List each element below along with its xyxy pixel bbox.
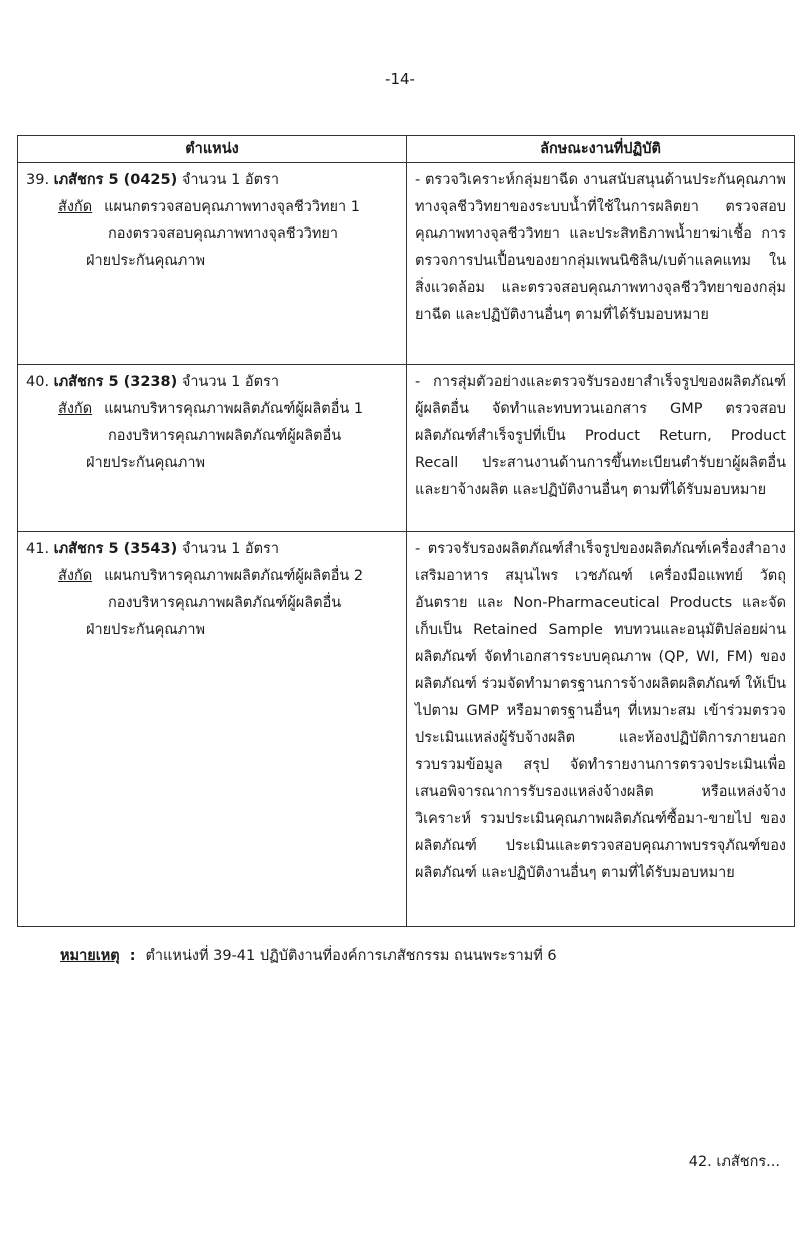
affiliation-section: ฝ่ายประกันคุณภาพ	[86, 253, 206, 269]
position-title: เภสัชกร 5 (3238)	[53, 374, 178, 390]
affiliation-division: แผนกบริหารคุณภาพผลิตภัณฑ์ผู้ผลิตอื่น 1	[104, 401, 364, 417]
affiliation-line	[26, 396, 398, 423]
position-title-line	[26, 536, 398, 563]
position-cell	[18, 163, 407, 365]
position-title-line	[26, 369, 398, 396]
position-title: เภสัชกร 5 (3543)	[53, 541, 178, 557]
affiliation-label: สังกัด	[58, 401, 93, 417]
header-position: ตำแหน่ง	[18, 136, 407, 163]
affiliation-division: แผนกตรวจสอบคุณภาพทางจุลชีววิทยา 1	[104, 199, 361, 215]
table-row	[18, 532, 795, 927]
duties-cell: - ตรวจรับรองผลิตภัณฑ์สำเร็จรูปของผลิตภัณฑ์เครื่องสำอาง เสริมอาหาร สมุนไพร เวชภัณฑ์ เครื่องมือแพทย์ วัตถุอันตราย และ Non-Pharmaceutical Products และจัดเก็บเป็น Retained Sample ทบทวนและอนุมัติปล่อยผ่านผลิตภัณฑ์ จัดทำเอกสารระบบคุณภาพ (QP, WI, FM) ของผลิตภัณฑ์ ร่วมจัดทำมาตรฐานการจ้างผลิตผลิตภัณฑ์ ให้เป็นไปตาม GMP หรือมาตรฐานอื่นๆ ที่เหมาะสม เข้าร่วมตรวจประเมินแหล่งผู้รับจ้างผลิต และห้องปฏิบัติการภายนอก รวบรวมข้อมูล สรุป จัดทำรายงานการตรวจประเมินเพื่อเสนอพิจารณาการรับรองแหล่งจ้างผลิต หรือแหล่งจ้างวิเคราะห์ รวมประเมินคุณภาพผลิตภัณฑ์ซื้อมา-ขายไป ของผลิตภัณฑ์ ประเมินและตรวจสอบคุณภาพบรรจุภัณฑ์ของผลิตภัณฑ์ และปฏิบัติงานอื่นๆ ตามที่ได้รับมอบหมาย	[407, 532, 795, 927]
position-cell	[18, 532, 407, 927]
position-quota: จำนวน 1 อัตรา	[181, 172, 279, 188]
remark-note	[60, 944, 557, 967]
position-title-line	[26, 167, 398, 194]
table-row	[18, 163, 795, 365]
affiliation-line	[26, 563, 398, 590]
affiliation-section: ฝ่ายประกันคุณภาพ	[86, 622, 206, 638]
position-number: 39.	[26, 172, 50, 188]
affiliation-division: แผนกบริหารคุณภาพผลิตภัณฑ์ผู้ผลิตอื่น 2	[104, 568, 364, 584]
affiliation-line	[26, 194, 398, 221]
duties-cell: - ตรวจวิเคราะห์กลุ่มยาฉีด งานสนับสนุนด้านประกันคุณภาพทางจุลชีววิทยาของระบบน้ำที่ใช้ในการผลิตยา ตรวจสอบคุณภาพทางจุลชีววิทยา และประสิทธิภาพน้ำยาฆ่าเชื้อ การตรวจการปนเปื้อนของยากลุ่มเพนนิซิลิน/เบต้าแลคแทม ในสิ่งแวดล้อม และตรวจสอบคุณภาพทางจุลชีววิทยาของกลุ่มยาฉีด และปฏิบัติงานอื่นๆ ตามที่ได้รับมอบหมาย	[407, 163, 795, 365]
affiliation-department: กองบริหารคุณภาพผลิตภัณฑ์ผู้ผลิตอื่น	[108, 428, 342, 444]
position-title: เภสัชกร 5 (0425)	[53, 172, 178, 188]
affiliation-label: สังกัด	[58, 199, 93, 215]
position-cell	[18, 365, 407, 532]
table-header-row	[18, 136, 795, 163]
position-number: 41.	[26, 541, 50, 557]
duties-cell: - การสุ่มตัวอย่างและตรวจรับรองยาสำเร็จรูปของผลิตภัณฑ์ผู้ผลิตอื่น จัดทำและทบทวนเอกสาร GMP ตรวจสอบผลิตภัณฑ์สำเร็จรูปที่เป็น Product Return, Product Recall ประสานงานด้านการขึ้นทะเบียนตำรับยาผู้ผลิตอื่นและยาจ้างผลิต และปฏิบัติงานอื่นๆ ตามที่ได้รับมอบหมาย	[407, 365, 795, 532]
affiliation-section: ฝ่ายประกันคุณภาพ	[86, 455, 206, 471]
affiliation-department: กองตรวจสอบคุณภาพทางจุลชีววิทยา	[108, 226, 339, 242]
positions-table	[17, 135, 795, 927]
affiliation-label: สังกัด	[58, 568, 93, 584]
position-number: 40.	[26, 374, 50, 390]
remark-separator: :	[129, 948, 136, 964]
remark-text: ตำแหน่งที่ 39-41 ปฏิบัติงานที่องค์การเภสัชกรรม ถนนพระรามที่ 6	[145, 948, 557, 964]
remark-label: หมายเหตุ	[60, 948, 120, 964]
header-duties: ลักษณะงานที่ปฏิบัติ	[407, 136, 795, 163]
position-quota: จำนวน 1 อัตรา	[181, 541, 279, 557]
table-row	[18, 365, 795, 532]
position-quota: จำนวน 1 อัตรา	[181, 374, 279, 390]
page-number: -14-	[385, 70, 415, 88]
affiliation-department: กองบริหารคุณภาพผลิตภัณฑ์ผู้ผลิตอื่น	[108, 595, 342, 611]
continuation-text: 42. เภสัชกร...	[688, 1154, 780, 1170]
